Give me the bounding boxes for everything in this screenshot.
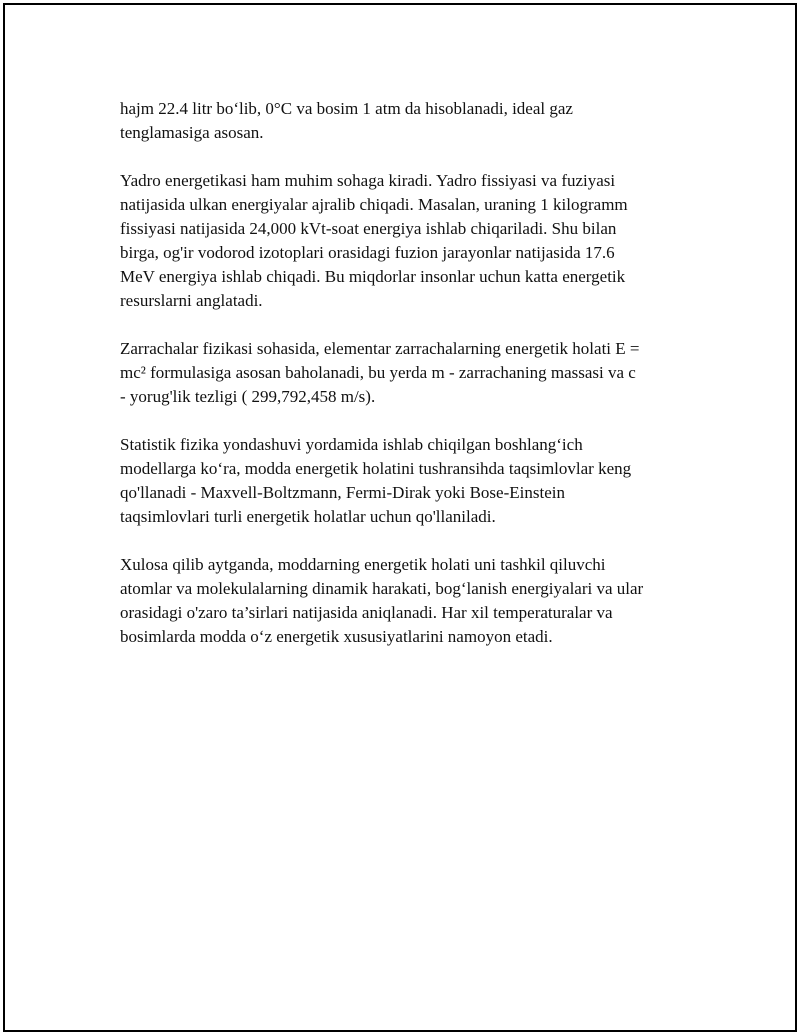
text-line: orasidagi o'zaro ta’sirlari natijasida aniqlanadi. Har xil temperaturalar va [120,603,613,622]
text-line: resurslarni anglatadi. [120,291,263,310]
paragraph-particle-physics [120,337,695,409]
document-body [120,97,695,673]
text-line: mc² formulasiga asosan baholanadi, bu yerda m - zarrachaning massasi va c [120,363,636,382]
text-line: - yorug'lik tezligi ( 299,792,458 m/s). [120,387,376,406]
text-line: fissiyasi natijasida 24,000 kVt-soat energiya ishlab chiqariladi. Shu bilan [120,219,617,238]
paragraph-ideal-gas [120,97,695,145]
text-line: birga, og'ir vodorod izotoplari orasidagi fuzion jarayonlar natijasida 17.6 [120,243,615,262]
text-line: Zarrachalar fizikasi sohasida, elementar zarrachalarning energetik holati E = [120,339,640,358]
text-line: tenglamasiga asosan. [120,123,264,142]
text-line: modellarga ko‘ra, modda energetik holatini tushransihda taqsimlovlar keng [120,459,632,478]
paragraph-nuclear-energy [120,169,695,313]
text-line: Yadro energetikasi ham muhim sohaga kiradi. Yadro fissiyasi va fuziyasi [120,171,616,190]
paragraph-statistical-physics [120,433,695,529]
text-line: bosimlarda modda o‘z energetik xususiyatlarini namoyon etadi. [120,627,553,646]
text-line: natijasida ulkan energiyalar ajralib chiqadi. Masalan, uraning 1 kilogramm [120,195,628,214]
text-line: taqsimlovlari turli energetik holatlar uchun qo'llaniladi. [120,507,496,526]
text-line: Xulosa qilib aytganda, moddarning energetik holati uni tashkil qiluvchi [120,555,606,574]
text-line: atomlar va molekulalarning dinamik harakati, bog‘lanish energiyalari va ular [120,579,644,598]
text-line: MeV energiya ishlab chiqadi. Bu miqdorlar insonlar uchun katta energetik [120,267,626,286]
text-line: hajm 22.4 litr bo‘lib, 0°C va bosim 1 atm da hisoblanadi, ideal gaz [120,99,573,118]
text-line: qo'llanadi - Maxvell-Boltzmann, Fermi-Dirak yoki Bose-Einstein [120,483,565,502]
text-line: Statistik fizika yondashuvi yordamida ishlab chiqilgan boshlang‘ich [120,435,583,454]
page-border [3,3,797,1032]
paragraph-conclusion [120,553,695,649]
